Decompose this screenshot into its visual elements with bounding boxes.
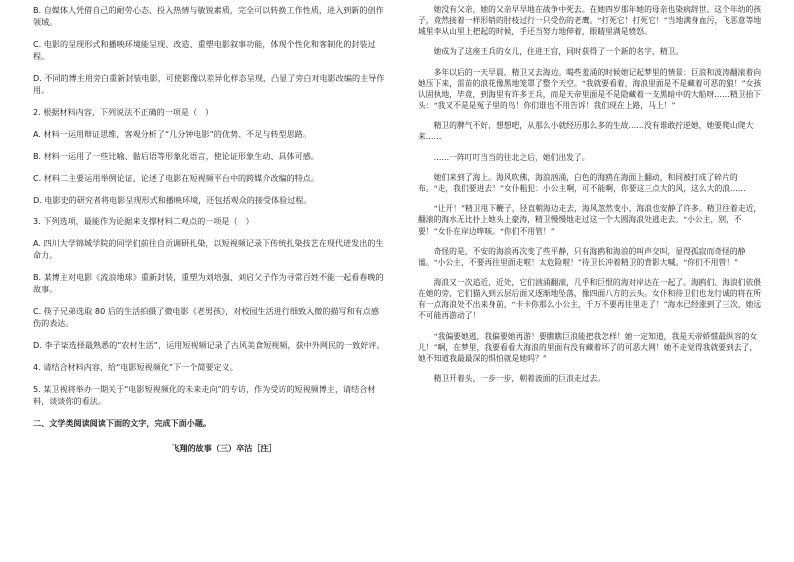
story-paragraph: 她们来到了海上。海风吹佛，海浪汹涌，白色的海鸥在海面上翻动，和同被打成了碎片的布。“走，我们要进去！”女仆粗犯：小公主啊，可不能啊，你要这三点大的风，这么大的浪…… — [418, 172, 746, 194]
story-title: 飞翔的故事（三）卒沽［注］ — [171, 443, 277, 454]
story-paragraph: “我偏要她逃，我偏要她再游！要瞧瞧巨浪能把我怎样！她一定知道，我是天帝娇惯最纵容的女儿！”啊，在梦里，我要看看大海浪的里面有没有藏着坏了的可恶大网！她不走觉得我就要到去了，她不知道我最最深的惧怕就是她吗？” — [418, 331, 758, 363]
question-item: B. 某博主对电影《流浪地球》重新封装，重塑为刘培强、刘启父子作为寻常百姓不能一起看春晚的故事。 — [33, 272, 384, 295]
story-paragraph: 她没有父亲，她的父亲早早地在战争中死去。在她四岁那年她的母亲也染病辞世。这个年幼的孩子，竟然接着一样形销的肘枝过行一只受伤的老鹰。“打死它！打死它！”当地满身血污，飞恶意等地城里李从山里上把起的时候，手还当努力地伸着，眼睛里满是愤怒。 — [418, 5, 762, 37]
right-column — [418, 4, 763, 394]
question-item: C. 筷子兄弟选取 80 后的生活拍摄了微电影《老男孩》，对校园生活进行细致入微的描写和有点感伤的表达。 — [33, 306, 379, 329]
question-item: 5. 某卫视将举办一期关于“电影短视频化的未来走向”的专访，作为受访的短视频博主，请结合材料，谈谈你的看法。 — [33, 384, 376, 407]
story-paragraph: 多年以后的一天早晨，精卫又去海边。喝些羞涌的时候她记起梦里的情景：巨浪和波涛翻滚着向她压下来，雷苗的浪花像黑地笼罩了整个天空。“我就要看着，海浪里面是不是藏着可恶的狼！”女孩认固执地，毕竟，到海里有许多王兵，而是天帝里面是不是隐藏着一支黑暗中的大船呀……精卫抬下头：“我又不是是冤子里的鸟！你们谁也不用告诉！我们现在上路，马上！” — [418, 67, 762, 111]
story-paragraph: 海浪又一次追近，近处，它们汹涌翻滚，几乎和巨恨的海对岸达在一起了。海鸥们、海浪们依偎在她的旁，它们猫入到云层后面又逐渐地坠落，像四面八方的云头。女仆和待卫们也龙行诚的将在所有一点海浪处不出来身前，“卡卡你那么小公主，千万不要再往里走了！”海水已经涨到了三次，她远不可能再游动了！ — [418, 278, 762, 321]
question-item: D. 电影史的研究者将电影呈现形式和播映环境，还包括观众的接受体验过程。 — [33, 194, 312, 205]
section-heading: 二、文学类阅读阅读下面的文字，完成下面小题。 — [33, 418, 212, 429]
left-column — [33, 4, 385, 454]
question-item: D. 不同的博主用旁白重新封装电影，可使影像以差异化样态呈现，凸显了旁白对电影改编的主导作用。 — [33, 72, 385, 96]
story-paragraph: ……一阵叮叮当当的往北之后，她们出发了。 — [433, 152, 590, 162]
question-item: 2. 根据材料内容，下列说法不正确的一项是（ ） — [33, 106, 214, 117]
story-paragraph: “让开！”精卫甩下鞭子，径直朝海边走去，海风忽然变小，海浪也安静了许多。精卫往着走近，翻滚的海水无比扑上她头上豪涛，精卫慢慢地走过这一个大圆海浪处逃走去。“小公主，别，不要！”女仆在岸边哗咳。“你们不用管！” — [418, 204, 762, 236]
question-item: D. 李子柒选择最熟悉的“农村生活”，运用短视频记录了古风美食短视频，获中外网民的一致好评。 — [33, 340, 385, 351]
story-paragraph: 精卫的脾气不好，想想吧，从那么小就经历那么多的生故……没有谁敢拧逆她，她要爬山爬大来…… — [418, 121, 754, 142]
question-item: A. 材料一运用辩证思维，客观分析了“几分钟电影”的优势、不足与转型思路。 — [33, 128, 311, 139]
story-paragraph: 奇怪的是，不安的海浪再次变了些平静，只有海鸥和海浪的叫声交叫，显得孤寂而奇怪的静谧。“小公主，不要再往里面走啦！太危险啦！”待卫长冲着精卫的背影大喊。“你们不用管！” — [418, 246, 746, 267]
question-item: C. 电影的呈现形式和播映环境能呈现、改造、重塑电影叙事功能，体现个性化和客制化的封装过程。 — [33, 38, 376, 62]
question-item: A. 四川大学锦城学院的同学们前往自贡调研扎染，以短视频记录下传统扎染技艺在现代迸发出的生命力。 — [33, 238, 384, 261]
question-item: B. 材料一运用了一些比喻、骷后语等形象化语言，使论证形象生动、具体可感。 — [33, 150, 319, 161]
question-item: C. 材料二主要运用举例论证，论述了电影在短视频平台中的跨媒介改编的特点。 — [33, 172, 319, 183]
question-item: B. 自媒体人凭借自己的耐劳心态、投入热情与敏锐素质，完全可以转换工作性质，进入到新的创作领域。 — [33, 5, 384, 28]
story-paragraph: 她成为了这座王兵的女儿，住进王宫，同时获得了一个新的名字，精卫。 — [433, 47, 684, 57]
question-item: 4. 请结合材料内容，给“电影短视频化”下一个简要定义。 — [33, 362, 238, 373]
story-paragraph: 精卫开着头，一步一步，朝着波面的巨浪走过去。 — [433, 374, 606, 384]
question-item: 3. 下列选项，最能作为论据来支撑材料二观点的一项是（ ） — [33, 216, 254, 227]
